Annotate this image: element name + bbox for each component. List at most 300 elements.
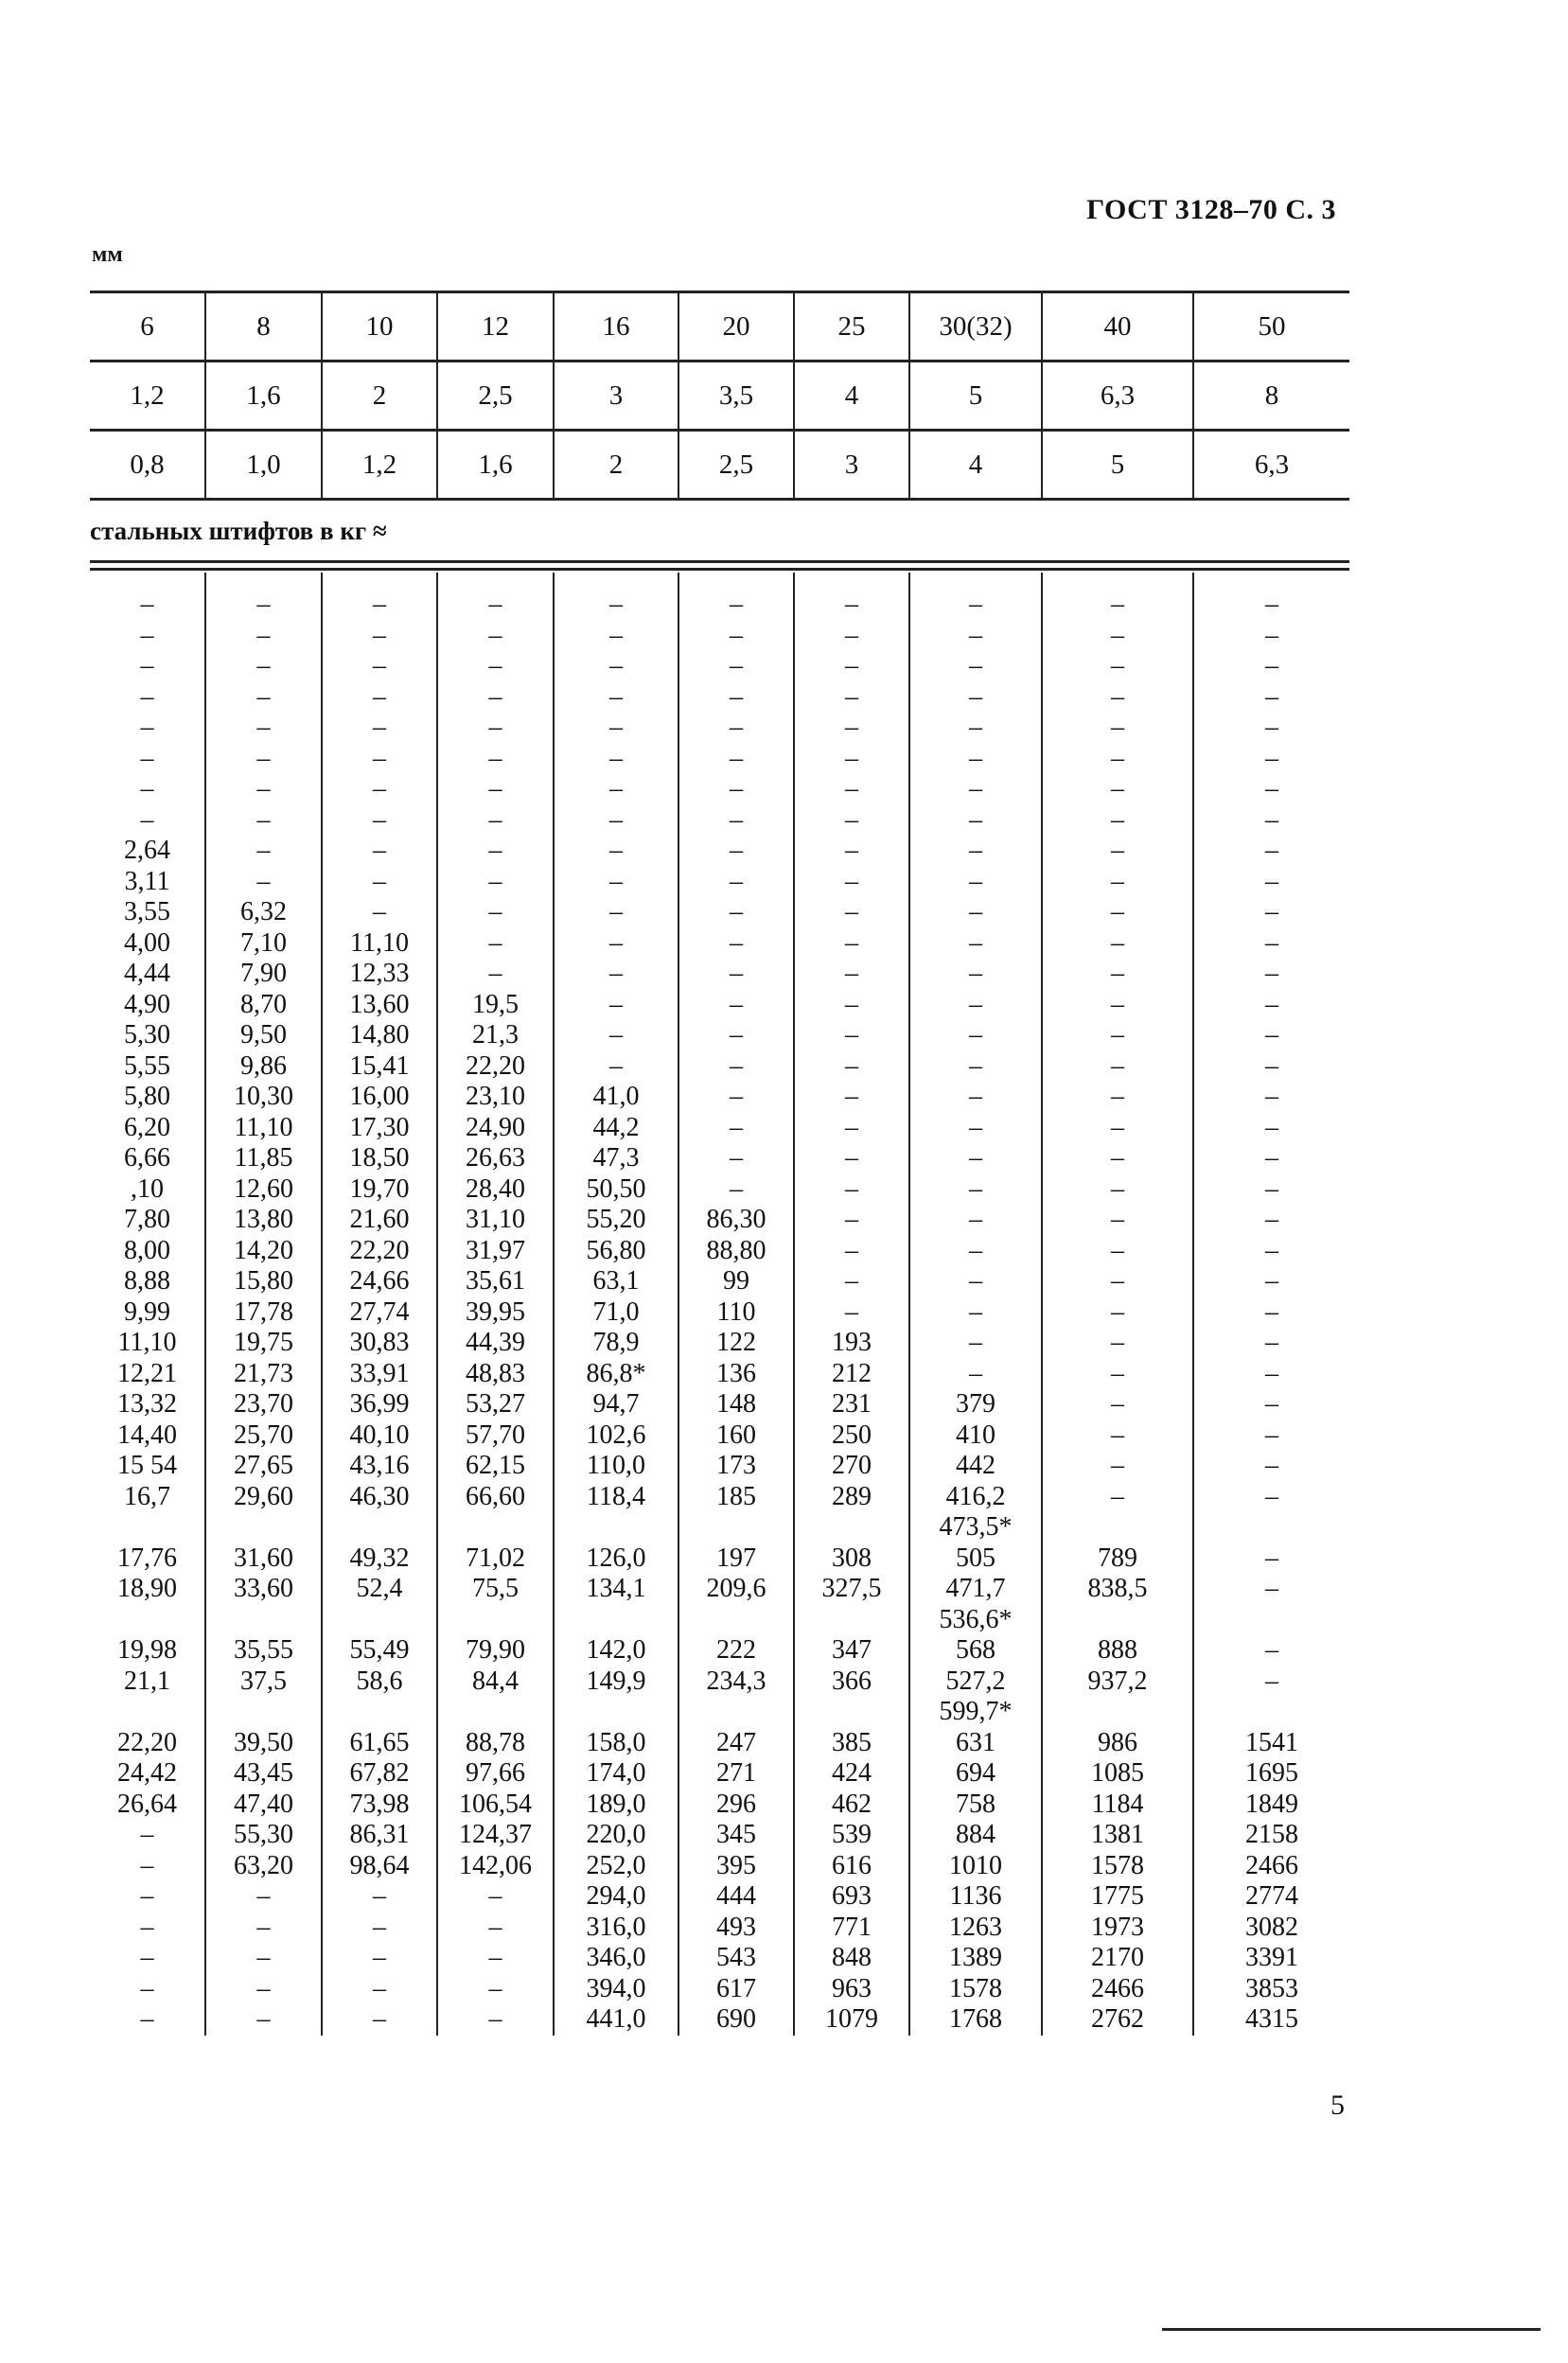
- weight-cell: –: [322, 1913, 437, 1944]
- weight-row: [90, 928, 1349, 960]
- weight-cell: 14,80: [322, 1020, 437, 1051]
- weight-cell: 250: [794, 1420, 909, 1452]
- weight-cell: –: [909, 621, 1042, 652]
- weight-cell: –: [909, 867, 1042, 898]
- weight-cell: –: [1042, 1297, 1193, 1329]
- weight-cell: –: [1193, 1143, 1349, 1174]
- weight-cell: –: [437, 682, 554, 714]
- weight-cell: –: [678, 682, 794, 714]
- weight-cell: [437, 1697, 554, 1728]
- weight-caption: стальных штифтов в кг ≈: [90, 517, 387, 545]
- weight-cell: –: [1193, 897, 1349, 928]
- weight-cell: 50,50: [554, 1174, 678, 1206]
- weight-cell: 62,15: [437, 1451, 554, 1482]
- weight-cell: –: [205, 682, 322, 714]
- weight-cell: –: [554, 928, 678, 960]
- weight-cell: –: [140, 1820, 154, 1850]
- weight-cell: –: [909, 1297, 1042, 1329]
- weight-cell: 28,40: [437, 1174, 554, 1206]
- weight-row: [90, 1328, 1349, 1359]
- weight-cell: 493: [678, 1913, 794, 1944]
- weight-cell: 36,99: [322, 1389, 437, 1420]
- weight-cell: 22,20: [117, 1727, 177, 1757]
- weight-cell: –: [554, 836, 678, 867]
- weight-cell: 73,98: [322, 1790, 437, 1821]
- weight-cell: –: [1193, 1666, 1349, 1698]
- weight-cell: 385: [794, 1728, 909, 1759]
- weight-cell: [90, 1697, 205, 1728]
- weight-cell: –: [1193, 1482, 1349, 1513]
- weight-cell: 66,60: [437, 1482, 554, 1513]
- weight-cell: 197: [678, 1543, 794, 1575]
- weight-cell: 53,27: [437, 1389, 554, 1420]
- weight-cell: –: [1193, 1266, 1349, 1297]
- weight-cell: –: [909, 1328, 1042, 1359]
- weight-cell: –: [1042, 990, 1193, 1021]
- weight-row: [90, 1574, 1349, 1605]
- weight-cell: 539: [794, 1820, 909, 1851]
- weight-cell: –: [794, 1051, 909, 1083]
- weight-cell: –: [554, 1051, 678, 1083]
- weight-cell: –: [1042, 590, 1193, 621]
- weight-row: [90, 1082, 1349, 1113]
- weight-cell: 86,31: [322, 1820, 437, 1851]
- weight-cell: 2170: [1042, 1943, 1193, 1974]
- weight-cell: –: [205, 1974, 322, 2005]
- weight-cell: [1193, 1697, 1349, 1728]
- weight-cell: 693: [794, 1881, 909, 1913]
- weight-cell: –: [205, 1881, 322, 1913]
- weight-cell: –: [909, 1236, 1042, 1267]
- weight-cell: –: [1042, 1174, 1193, 1206]
- weight-cell: –: [1193, 990, 1349, 1021]
- weight-cell: 44,2: [554, 1113, 678, 1144]
- weight-row: [90, 1113, 1349, 1144]
- weight-row: [90, 1420, 1349, 1452]
- weight-cell: 5,30: [124, 1020, 170, 1050]
- weight-cell: [554, 1512, 678, 1543]
- weight-cell: 327,5: [794, 1574, 909, 1605]
- weight-cell: –: [205, 867, 322, 898]
- weight-cell: [90, 1512, 205, 1543]
- weight-cell: 48,83: [437, 1359, 554, 1390]
- weight-cell: 193: [794, 1328, 909, 1359]
- weight-cell: –: [794, 1297, 909, 1329]
- weight-cell: –: [794, 805, 909, 837]
- weight-cell: 189,0: [554, 1790, 678, 1821]
- weight-cell: –: [1193, 713, 1349, 744]
- weight-cell: –: [322, 897, 437, 928]
- weight-cell: 86,8*: [554, 1359, 678, 1390]
- weight-cell: 57,70: [437, 1420, 554, 1452]
- weight-cell: –: [554, 1020, 678, 1051]
- dimensions-cell: 6,3: [1193, 431, 1349, 500]
- dimensions-cell: 6,3: [1042, 362, 1193, 431]
- weight-cell: 55,30: [205, 1820, 322, 1851]
- weight-cell: 694: [909, 1758, 1042, 1790]
- weight-cell: 23,10: [437, 1082, 554, 1113]
- weight-cell: 118,4: [554, 1482, 678, 1513]
- weight-cell: –: [678, 897, 794, 928]
- weight-cell: 963: [794, 1974, 909, 2005]
- weight-cell: –: [1193, 744, 1349, 775]
- weight-row: [90, 867, 1349, 898]
- weight-cell: 11,10: [117, 1328, 177, 1358]
- weight-cell: 158,0: [554, 1728, 678, 1759]
- dimensions-cell: 2,5: [437, 362, 554, 431]
- weight-cell: [205, 1605, 322, 1636]
- weight-cell: 56,80: [554, 1236, 678, 1267]
- weight-cell: –: [554, 713, 678, 744]
- weight-cell: [554, 1605, 678, 1636]
- weight-cell: 47,3: [554, 1143, 678, 1174]
- dimensions-cell: 3: [794, 431, 909, 500]
- weight-cell: 289: [794, 1482, 909, 1513]
- weight-row: [90, 682, 1349, 714]
- weight-cell: 410: [909, 1420, 1042, 1452]
- weight-cell: 86,30: [678, 1205, 794, 1236]
- dimensions-row: [90, 431, 1349, 500]
- weight-row: [90, 1236, 1349, 1267]
- weight-cell: 2762: [1042, 2004, 1193, 2036]
- page-number: 5: [1330, 2090, 1345, 2121]
- weight-cell: –: [322, 1943, 437, 1974]
- weight-cell: –: [794, 1205, 909, 1236]
- weight-cell: –: [678, 1113, 794, 1144]
- weight-cell: 4315: [1193, 2004, 1349, 2036]
- weight-cell: 15,41: [322, 1051, 437, 1083]
- weight-cell: –: [554, 897, 678, 928]
- weight-cell: –: [1193, 1420, 1349, 1452]
- weight-cell: 149,9: [554, 1666, 678, 1698]
- weight-cell: 106,54: [437, 1790, 554, 1821]
- weight-cell: 31,60: [205, 1543, 322, 1575]
- weight-cell: 24,90: [437, 1113, 554, 1144]
- weight-cell: –: [322, 621, 437, 652]
- weight-cell: 222: [678, 1635, 794, 1666]
- weight-cell: 75,5: [437, 1574, 554, 1605]
- weight-cell: 346,0: [554, 1943, 678, 1974]
- weight-cell: –: [322, 836, 437, 867]
- weight-cell: 848: [794, 1943, 909, 1974]
- weight-cell: 1085: [1042, 1758, 1193, 1790]
- weight-cell: 462: [794, 1790, 909, 1821]
- dimensions-cell: 1,2: [322, 431, 437, 500]
- weight-row: [90, 744, 1349, 775]
- weight-cell: 4,90: [124, 989, 170, 1019]
- footer-rule: [1162, 2328, 1541, 2331]
- weight-cell: 252,0: [554, 1851, 678, 1882]
- weight-cell: –: [678, 744, 794, 775]
- units-label: мм: [92, 242, 123, 267]
- weight-cell: –: [1193, 867, 1349, 898]
- weight-cell: –: [1042, 713, 1193, 744]
- weight-cell: [678, 1697, 794, 1728]
- weight-cell: –: [554, 774, 678, 805]
- weight-cell: –: [322, 2004, 437, 2036]
- weight-cell: 308: [794, 1543, 909, 1575]
- weight-cell: 52,4: [322, 1574, 437, 1605]
- dimensions-cell: 50: [1193, 292, 1349, 362]
- weight-cell: –: [1042, 1266, 1193, 1297]
- weight-cell: 442: [909, 1451, 1042, 1482]
- weight-cell: [678, 1512, 794, 1543]
- weight-cell: 19,70: [322, 1174, 437, 1206]
- weight-cell: 1079: [794, 2004, 909, 2036]
- weight-cell: 616: [794, 1851, 909, 1882]
- weight-cell: –: [678, 805, 794, 837]
- weight-cell: –: [322, 651, 437, 682]
- weight-cell: 1184: [1042, 1790, 1193, 1821]
- weight-cell: –: [322, 590, 437, 621]
- weight-cell: 986: [1042, 1728, 1193, 1759]
- weight-cell: –: [678, 713, 794, 744]
- weight-cell: –: [678, 928, 794, 960]
- weight-cell: –: [909, 713, 1042, 744]
- weight-cell: 394,0: [554, 1974, 678, 2005]
- weight-cell: –: [678, 590, 794, 621]
- weight-cell: 41,0: [554, 1082, 678, 1113]
- weight-cell: –: [794, 897, 909, 928]
- weight-cell: 231: [794, 1389, 909, 1420]
- weight-cell: 270: [794, 1451, 909, 1482]
- weight-cell: 15 54: [117, 1451, 177, 1481]
- weight-cell: 185: [678, 1482, 794, 1513]
- weight-cell: –: [1193, 1635, 1349, 1666]
- weight-cell: –: [909, 1266, 1042, 1297]
- weight-cell: 1578: [909, 1974, 1042, 2005]
- weight-cell: 3,55: [124, 897, 170, 927]
- weight-cell: [1042, 1605, 1193, 1636]
- weight-cell: –: [140, 743, 154, 773]
- weight-cell: –: [678, 990, 794, 1021]
- weight-cell: –: [678, 651, 794, 682]
- weight-cell: [205, 1697, 322, 1728]
- weight-cell: 366: [794, 1666, 909, 1698]
- weight-cell: –: [1042, 744, 1193, 775]
- weight-cell: –: [1193, 1082, 1349, 1113]
- weight-cell: –: [437, 897, 554, 928]
- weight-row: [90, 1635, 1349, 1666]
- weight-cell: 16,00: [322, 1082, 437, 1113]
- weight-cell: –: [140, 1943, 154, 1973]
- weight-cell: 1263: [909, 1913, 1042, 1944]
- weight-cell: 379: [909, 1389, 1042, 1420]
- weight-cell: 21,73: [205, 1359, 322, 1390]
- weight-cell: 142,06: [437, 1851, 554, 1882]
- weight-cell: 98,64: [322, 1851, 437, 1882]
- weight-cell: –: [554, 621, 678, 652]
- weight-cell: 444: [678, 1881, 794, 1913]
- weight-cell: –: [909, 744, 1042, 775]
- weight-cell: 18,50: [322, 1143, 437, 1174]
- weight-row: [90, 1205, 1349, 1236]
- weight-cell: 22,20: [322, 1236, 437, 1267]
- weight-row: [90, 590, 1349, 621]
- weight-cell: 17,78: [205, 1297, 322, 1329]
- weight-cell: –: [909, 990, 1042, 1021]
- dimensions-cell: 16: [554, 292, 678, 362]
- weight-cell: –: [909, 1082, 1042, 1113]
- weight-cell: 15,80: [205, 1266, 322, 1297]
- weight-cell: 11,10: [205, 1113, 322, 1144]
- weight-cell: –: [1042, 1113, 1193, 1144]
- weight-cell: 3,11: [124, 866, 170, 896]
- weight-cell: –: [678, 1143, 794, 1174]
- weight-cell: –: [140, 620, 154, 650]
- weight-cell: 1578: [1042, 1851, 1193, 1882]
- weight-cell: 97,66: [437, 1758, 554, 1790]
- weight-cell: 11,10: [322, 928, 437, 960]
- weight-cell: –: [1042, 1451, 1193, 1482]
- weight-cell: 4,00: [124, 927, 170, 958]
- weight-cell: –: [140, 1973, 154, 2003]
- weight-cell: 88,80: [678, 1236, 794, 1267]
- weight-cell: 19,98: [117, 1635, 177, 1666]
- weight-row: [90, 1051, 1349, 1083]
- weight-cell: –: [1193, 1543, 1349, 1575]
- weight-row: [90, 651, 1349, 682]
- weight-cell: 99: [678, 1266, 794, 1297]
- weight-cell: 8,70: [205, 990, 322, 1021]
- weight-row: [90, 1851, 1349, 1882]
- weight-cell: 30,83: [322, 1328, 437, 1359]
- weight-cell: –: [437, 1974, 554, 2005]
- weight-cell: –: [1042, 1389, 1193, 1420]
- weight-cell: 771: [794, 1913, 909, 1944]
- weight-cell: 71,02: [437, 1543, 554, 1575]
- weight-cell: 21,1: [124, 1666, 170, 1696]
- dimensions-cell: 5: [909, 362, 1042, 431]
- dimensions-cell: 6: [140, 310, 154, 342]
- weight-cell: –: [437, 1913, 554, 1944]
- weight-cell: 27,74: [322, 1297, 437, 1329]
- weight-cell: –: [205, 2004, 322, 2036]
- weight-cell: 19,75: [205, 1328, 322, 1359]
- weight-cell: –: [794, 682, 909, 714]
- weight-cell: 33,91: [322, 1359, 437, 1390]
- double-rule-top: [90, 560, 1349, 563]
- weight-cell: 23,70: [205, 1389, 322, 1420]
- weight-cell: –: [1193, 1451, 1349, 1482]
- weight-row: [90, 1359, 1349, 1390]
- weight-cell: –: [1193, 1020, 1349, 1051]
- weight-cell: 2466: [1193, 1851, 1349, 1882]
- weight-cell: 43,16: [322, 1451, 437, 1482]
- weight-cell: –: [794, 713, 909, 744]
- weight-row: [90, 1605, 1349, 1636]
- weight-cell: 758: [909, 1790, 1042, 1821]
- weight-row: [90, 836, 1349, 867]
- weight-cell: –: [205, 1943, 322, 1974]
- weight-cell: 40,10: [322, 1420, 437, 1452]
- weight-cell: –: [1042, 621, 1193, 652]
- weight-cell: 6,66: [124, 1143, 170, 1173]
- weight-cell: –: [1042, 682, 1193, 714]
- weight-cell: 234,3: [678, 1666, 794, 1698]
- dimensions-cell: 4: [909, 431, 1042, 500]
- weight-cell: 78,9: [554, 1328, 678, 1359]
- weight-row: [90, 990, 1349, 1021]
- weight-cell: –: [794, 1113, 909, 1144]
- weight-cell: –: [205, 651, 322, 682]
- weight-cell: –: [1042, 1328, 1193, 1359]
- weight-row: [90, 897, 1349, 928]
- weight-cell: 39,95: [437, 1297, 554, 1329]
- weight-cell: –: [794, 836, 909, 867]
- weight-cell: –: [678, 774, 794, 805]
- weight-cell: –: [794, 621, 909, 652]
- weight-cell: –: [437, 1881, 554, 1913]
- weight-cell: 1010: [909, 1851, 1042, 1882]
- dimensions-cell: 1,6: [205, 362, 322, 431]
- weight-cell: –: [140, 1881, 154, 1912]
- weight-cell: 1695: [1193, 1758, 1349, 1790]
- weight-cell: 416,2: [909, 1482, 1042, 1513]
- weight-cell: –: [1042, 1051, 1193, 1083]
- weight-cell: –: [1193, 1297, 1349, 1329]
- weight-cell: 838,5: [1042, 1574, 1193, 1605]
- weight-cell: –: [437, 836, 554, 867]
- weight-cell: 1849: [1193, 1790, 1349, 1821]
- weight-cell: 18,90: [117, 1574, 177, 1604]
- weight-cell: 26,64: [117, 1789, 177, 1819]
- weight-cell: –: [322, 1974, 437, 2005]
- weight-cell: –: [678, 959, 794, 990]
- weight-row: [90, 621, 1349, 652]
- spacer-row: [90, 573, 1349, 590]
- weight-cell: –: [1042, 836, 1193, 867]
- weight-cell: 58,6: [322, 1666, 437, 1698]
- weight-cell: –: [909, 1113, 1042, 1144]
- dimensions-cell: 25: [794, 292, 909, 362]
- weight-cell: –: [1193, 836, 1349, 867]
- weight-cell: 345: [678, 1820, 794, 1851]
- weight-cell: 6,20: [124, 1112, 170, 1142]
- weight-cell: –: [1193, 1574, 1349, 1605]
- weight-cell: 55,20: [554, 1205, 678, 1236]
- weight-row: [90, 1020, 1349, 1051]
- weight-row: [90, 1758, 1349, 1790]
- weight-cell: 31,97: [437, 1236, 554, 1267]
- weight-cell: 316,0: [554, 1913, 678, 1944]
- weight-cell: –: [678, 1051, 794, 1083]
- weight-row: [90, 2004, 1349, 2036]
- weight-cell: [322, 1512, 437, 1543]
- dimensions-cell: 2: [322, 362, 437, 431]
- weight-cell: 46,30: [322, 1482, 437, 1513]
- dimensions-cell: 30(32): [909, 292, 1042, 362]
- weight-cell: 617: [678, 1974, 794, 2005]
- weight-cell: [794, 1697, 909, 1728]
- dimensions-cell: 2,5: [678, 431, 794, 500]
- weight-cell: –: [1193, 959, 1349, 990]
- weight-cell: [794, 1512, 909, 1543]
- weight-cell: –: [1193, 928, 1349, 960]
- weight-cell: –: [205, 713, 322, 744]
- weight-cell: 136: [678, 1359, 794, 1390]
- dimensions-cell: 12: [437, 292, 554, 362]
- weights-table: [90, 573, 1349, 2036]
- weight-cell: 247: [678, 1728, 794, 1759]
- weight-cell: 160: [678, 1420, 794, 1452]
- weight-row: [90, 1820, 1349, 1851]
- weight-cell: –: [140, 713, 154, 743]
- weight-cell: –: [554, 651, 678, 682]
- weight-cell: –: [909, 959, 1042, 990]
- weight-cell: –: [140, 774, 154, 804]
- weight-cell: –: [1042, 805, 1193, 837]
